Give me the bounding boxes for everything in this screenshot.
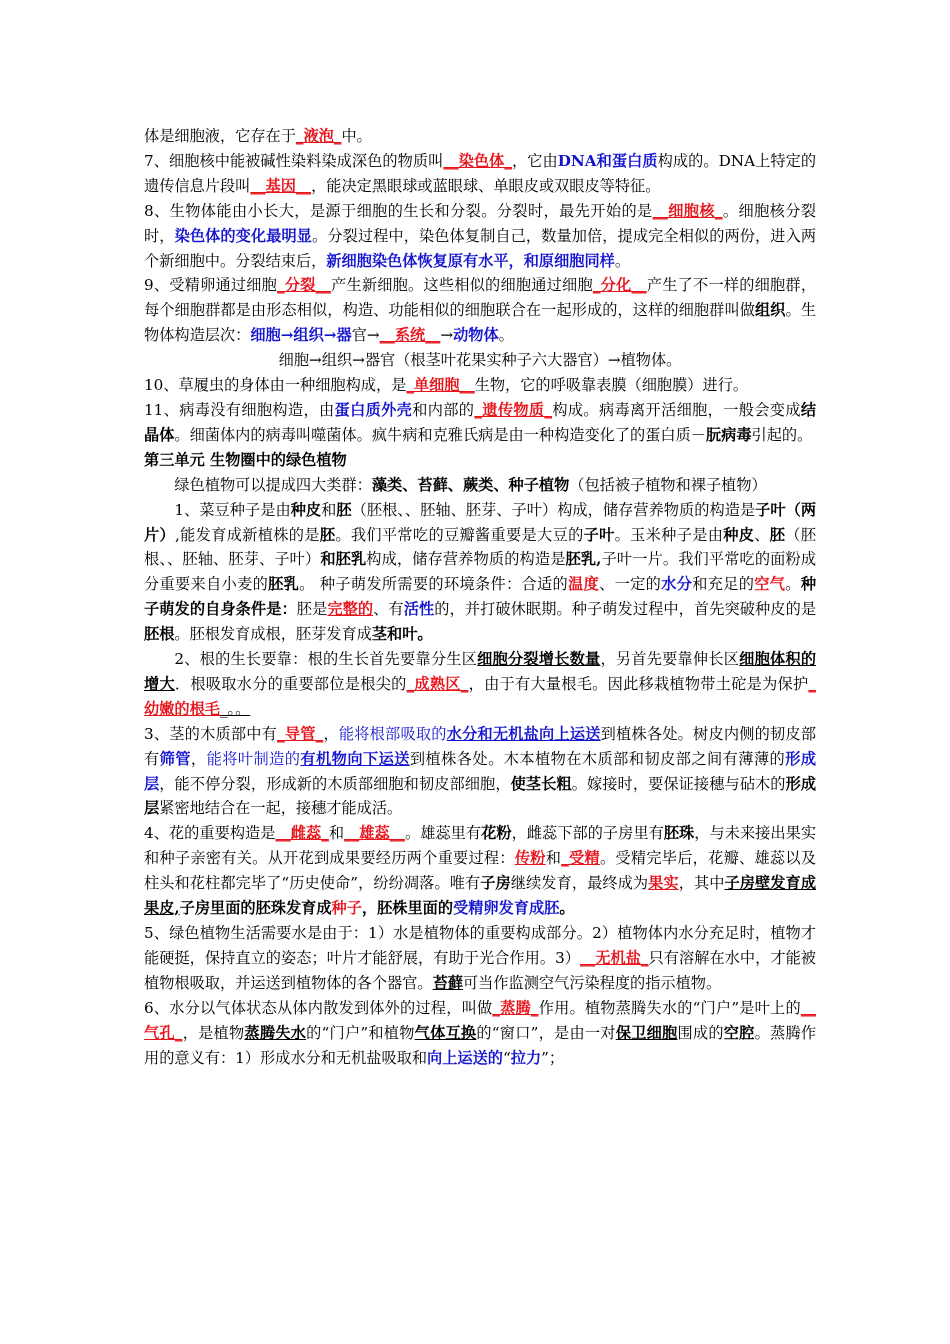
- emphasized-text: 种子: [331, 899, 362, 918]
- text-run: 作用。植物蒸腾失水的“门户”是叶上的: [538, 998, 801, 1017]
- text-run: 3、茎的木质部中有: [144, 724, 278, 743]
- emphasized-text: 传粉: [514, 849, 546, 868]
- emphasized-text: _分化__: [592, 276, 647, 295]
- text-run: 体是细胞液，它存在于: [144, 127, 296, 145]
- text-run: 和: [321, 500, 337, 519]
- text-run: 产生了不一样的细胞群，每个细胞群都是由形态相似，构造、功能相似的细胞联合在一起形成的，这样的细胞群叫做: [144, 276, 817, 320]
- emphasized-text: 形成层: [144, 749, 817, 793]
- emphasized-text: __无机盐_: [580, 948, 649, 967]
- emphasized-text: 。: [559, 899, 575, 918]
- emphasized-text: 能将叶制造的: [206, 749, 301, 768]
- emphasized-text: 形成层: [144, 774, 817, 818]
- emphasized-text: 水分和无机盐向上运送: [446, 724, 601, 743]
- paragraph: [144, 373, 816, 398]
- text-run: 和内部的: [412, 400, 475, 419]
- text-run: 围成的: [677, 1023, 724, 1042]
- emphasized-text: 空腔: [723, 1023, 755, 1042]
- text-run: 。蒸腾作用的意义有：1）形成水分和无机盐吸取和: [144, 1023, 817, 1067]
- text-run: 。: [785, 575, 801, 594]
- emphasized-text: 空气: [754, 575, 786, 594]
- text-run: 引起的。: [751, 425, 813, 444]
- emphasized-text: 蛋白质外壳: [334, 400, 413, 419]
- text-run: 。: [614, 251, 630, 270]
- emphasized-text: 花粉: [481, 824, 512, 843]
- text-run: →: [440, 326, 454, 345]
- section-heading: [144, 448, 816, 473]
- emphasized-text: _导管_: [277, 724, 324, 743]
- text-run: 官→: [351, 326, 380, 345]
- paragraph: [144, 722, 816, 822]
- emphasized-text: _遗传物质_: [474, 400, 553, 419]
- text-run: 6、水分以气体状态从体内散发到体外的过程，叫做: [144, 998, 493, 1017]
- emphasized-text: __系统__: [379, 326, 441, 345]
- emphasized-text: 胚根: [144, 625, 175, 644]
- text-run: 紧密地结合在一起，接穗才能成活。: [159, 799, 403, 818]
- text-run: 。嫁接时，要保证接穗与砧木的: [571, 774, 786, 793]
- text-run: 7、细胞核中能被碱性染料染成深色的物质叫: [144, 151, 444, 170]
- text-run: 的“门户”和植物: [306, 1023, 415, 1042]
- text-run: 子叶一片。我们平常吃的面粉成分重要来自小麦的: [144, 550, 817, 594]
- text-run: ，: [190, 749, 207, 768]
- paragraph: [144, 124, 816, 149]
- emphasized-text: _分裂__: [277, 276, 331, 295]
- emphasized-text: 种皮: [723, 525, 755, 544]
- text-run: ，: [323, 724, 339, 743]
- emphasized-text: 动物体: [453, 326, 499, 345]
- text-run: 、有: [373, 600, 404, 619]
- text-run: 4、花的重要构造是: [144, 824, 276, 843]
- text-run: 和: [328, 824, 345, 843]
- text-run: 5、绿色植物生活需要水是由于：1）水是植物体的重要构成部分。2）植物体内水分充足时，植物才能硬挺，保持直立的姿态；叶片才能舒展，有助于光合作用。3）: [144, 924, 816, 967]
- paragraph: [144, 348, 816, 373]
- emphasized-text: 子房里面的胚珠发育成: [179, 899, 332, 918]
- emphasized-text: _受精: [561, 849, 600, 868]
- emphasized-text: _。。: [219, 699, 251, 718]
- text-run: ，能决定黑眼球或蓝眼球、单眼皮或双眼皮等特征。: [311, 176, 661, 195]
- emphasized-text: 有机物向下运送: [300, 749, 410, 768]
- paragraph: [144, 996, 816, 1071]
- text-run: 9、受精卵通过细胞: [144, 276, 278, 295]
- emphasized-text: 组织: [755, 301, 786, 320]
- text-run: 构成。病毒离开活细胞，一般会变成: [552, 400, 801, 419]
- emphasized-text: _幼嫩的根毛: [144, 674, 817, 718]
- text-run: 。 种子萌发所需要的环境条件：合适的: [299, 575, 569, 594]
- text-run: ，它由: [511, 151, 558, 170]
- text-run: 产生新细胞。这些相似的细胞通过细胞: [330, 276, 593, 295]
- emphasized-text: _液泡_: [295, 127, 342, 145]
- text-run: 和: [545, 849, 562, 868]
- text-run: 绿色植物可以提成四大类群：: [174, 475, 372, 494]
- text-run: 。玉米种子是由: [614, 525, 724, 544]
- emphasized-text: 胚乳,: [565, 550, 602, 569]
- text-run: （包括被子植物和裸子植物）: [569, 475, 767, 494]
- text-run: 。细菌体内的病毒叫噬菌体。疯牛病和克雅氏病是由一种构造变化了的蛋白质－: [174, 425, 706, 444]
- text-run: ，能不停分裂，形成新的木质部细胞和韧皮部细胞，: [159, 774, 511, 793]
- emphasized-text: 和胚乳: [320, 550, 367, 569]
- paragraph: [144, 199, 816, 274]
- text-run: ，其中: [678, 874, 725, 893]
- text-run: 2、根的生长要靠：根的生长首先要靠分生区: [174, 650, 478, 669]
- emphasized-text: __雌蕊_: [275, 824, 329, 843]
- document-body: [144, 124, 816, 1070]
- text-run: 10、草履虫的身体由一种细胞构成，是: [144, 376, 407, 395]
- text-run: ,能发育成新植株的是: [175, 525, 320, 544]
- text-run: 11、病毒没有细胞构造，由: [144, 400, 335, 419]
- emphasized-text: 气体互换: [414, 1023, 477, 1042]
- emphasized-text: DNA和蛋白质: [557, 151, 658, 170]
- text-run: 到植株各处。树皮内侧的韧皮部有: [144, 724, 817, 768]
- paragraph: [144, 473, 816, 498]
- paragraph: [144, 498, 816, 647]
- emphasized-text: 拉力: [510, 1048, 542, 1067]
- emphasized-text: 染色体的变化最明显: [174, 226, 313, 245]
- emphasized-text: _成熟区_: [406, 674, 469, 693]
- emphasized-text: __雄蕊__: [344, 824, 405, 843]
- emphasized-text: 保卫细胞: [615, 1023, 678, 1042]
- text-run: 构成，储存营养物质的构造是: [366, 550, 566, 569]
- paragraph: [144, 647, 816, 722]
- emphasized-text: 细胞分裂增长数量: [477, 650, 601, 669]
- text-run: “: [502, 1048, 511, 1067]
- emphasized-text: __细胞核_: [652, 201, 723, 220]
- emphasized-text: 使茎长粗: [510, 774, 572, 793]
- emphasized-text: 朊病毒: [705, 425, 752, 444]
- text-run: （胚根、、胚轴、胚芽、子叶）: [144, 525, 816, 569]
- text-run: 继续发育，最终成为: [510, 874, 649, 893]
- emphasized-text: 向上运送的: [427, 1048, 503, 1067]
- emphasized-text: 新细胞染色体恢复原有水平，和原细胞同样: [326, 251, 615, 270]
- text-run: 8、生物体能由小长大，是源于细胞的生长和分裂。分裂时，最先开始的是: [144, 201, 653, 220]
- emphasized-text: 细胞→组织→器: [250, 326, 352, 345]
- emphasized-text: __染色体_: [443, 151, 512, 170]
- text-run: （胚根、、胚轴、胚芽、子叶）构成，储存营养物质的构造是: [351, 500, 756, 519]
- text-run: 。胚根发育成根，胚芽发育成: [174, 625, 372, 644]
- emphasized-text: 水分: [661, 575, 693, 594]
- emphasized-text: __气孔_: [144, 998, 817, 1042]
- text-run: ．根吸取水分的重要部位是根尖的: [174, 674, 407, 693]
- text-run: 和充足的: [692, 575, 755, 594]
- text-run: 、一定的: [599, 575, 662, 594]
- emphasized-text: 胚: [319, 525, 336, 544]
- emphasized-text: 子房: [480, 874, 511, 893]
- text-run: ，与未来接出果实和种子亲密有关。从开花到成果要经历两个重要过程：: [144, 824, 817, 868]
- text-run: ，另首先要靠伸长区: [600, 650, 740, 669]
- text-run: 胚是: [296, 600, 328, 619]
- emphasized-text: 筛管: [159, 749, 191, 768]
- text-run: ，是植物: [182, 1023, 245, 1042]
- paragraph: [144, 398, 816, 448]
- text-run: 构成的。DNA上特定的遗传信息片段叫: [144, 151, 817, 195]
- text-run: 。分裂过程中，染色体复制自己，数量加倍，提成完全相似的两份，进入两个新细胞中。分裂结束后，: [144, 226, 817, 270]
- text-run: 中。: [341, 127, 372, 145]
- emphasized-text: _单细胞__: [406, 376, 475, 395]
- paragraph: [144, 273, 816, 348]
- emphasized-text: 子叶: [583, 525, 615, 544]
- emphasized-text: 果实: [648, 874, 679, 893]
- emphasized-text: 活性: [403, 600, 435, 619]
- text-run: 生物，它的呼吸靠表膜（细胞膜）进行。: [474, 376, 749, 395]
- emphasized-text: 子叶（两片）: [144, 500, 817, 544]
- emphasized-text: ，胚株里面的: [361, 899, 454, 918]
- emphasized-text: 受精卵发育成胚: [453, 899, 560, 918]
- emphasized-text: 蒸腾失水: [244, 1023, 307, 1042]
- text-run: 的“窗口”，是由一对: [476, 1023, 616, 1042]
- emphasized-text: 能将根部吸取的: [338, 724, 447, 743]
- emphasized-text: 细胞体积的增大: [144, 650, 817, 693]
- emphasized-text: 胚: [336, 500, 352, 519]
- paragraph: [144, 921, 816, 996]
- emphasized-text: 种皮: [290, 500, 322, 519]
- emphasized-text: 藻类、苔藓、蕨类、种子植物: [371, 475, 570, 494]
- emphasized-text: _蒸腾_: [492, 998, 539, 1017]
- emphasized-text: 胚: [769, 525, 786, 544]
- emphasized-text: 完整的: [327, 600, 374, 619]
- paragraph: [144, 149, 816, 199]
- text-run: 1、菜豆种子是由: [174, 500, 291, 519]
- emphasized-text: 种子萌发的自身条件是：: [144, 575, 816, 619]
- paragraph: [144, 821, 816, 921]
- emphasized-text: 温度: [568, 575, 600, 594]
- emphasized-text: 苔藓: [432, 973, 463, 992]
- emphasized-text: 胚乳: [268, 575, 300, 594]
- text-run: 。细胞核分裂时，: [144, 201, 817, 245]
- text-run: 。: [498, 326, 514, 345]
- emphasized-text: 子房壁发育成果皮,: [144, 874, 817, 918]
- text-run: 。我们平常吃的豆瓣酱重要是大豆的: [335, 525, 584, 544]
- text-run: 。雄蕊里有: [404, 824, 482, 843]
- text-run: 。生物体构造层次：: [144, 301, 817, 345]
- emphasized-text: 结晶体: [144, 400, 817, 444]
- emphasized-text: 茎和叶。: [371, 625, 433, 644]
- text-run: ，由于有大量根毛。因此移栽植物带土砣是为保护: [468, 674, 809, 693]
- emphasized-text: 胚珠: [663, 824, 695, 843]
- text-run: 到植株各处。木本植物在木质部和韧皮部之间有薄薄的: [409, 749, 786, 768]
- text-run: 第三单元 生物圈中的绿色植物: [144, 450, 347, 469]
- text-run: 细胞→组织→器官（根茎叶花果实种子六大器官）→植物体。: [278, 351, 682, 370]
- text-run: 可当作监测空气污染程度的指示植物。: [462, 973, 722, 992]
- text-run: 。受精完毕后，花瓣、雄蕊以及柱头和花柱都完毕了“历史使命”，纷纷凋落。唯有: [144, 849, 817, 893]
- text-run: ，雌蕊下部的子房里有: [511, 824, 664, 843]
- text-run: 只有溶解在水中，才能被植物根吸取，并运送到植物体的各个器官。: [144, 948, 816, 992]
- text-run: 、: [754, 525, 770, 544]
- emphasized-text: __基因__: [250, 176, 312, 195]
- text-run: 的，并打破休眠期。种子萌发过程中，首先突破种皮的是: [434, 600, 817, 619]
- text-run: ”；: [541, 1048, 565, 1067]
